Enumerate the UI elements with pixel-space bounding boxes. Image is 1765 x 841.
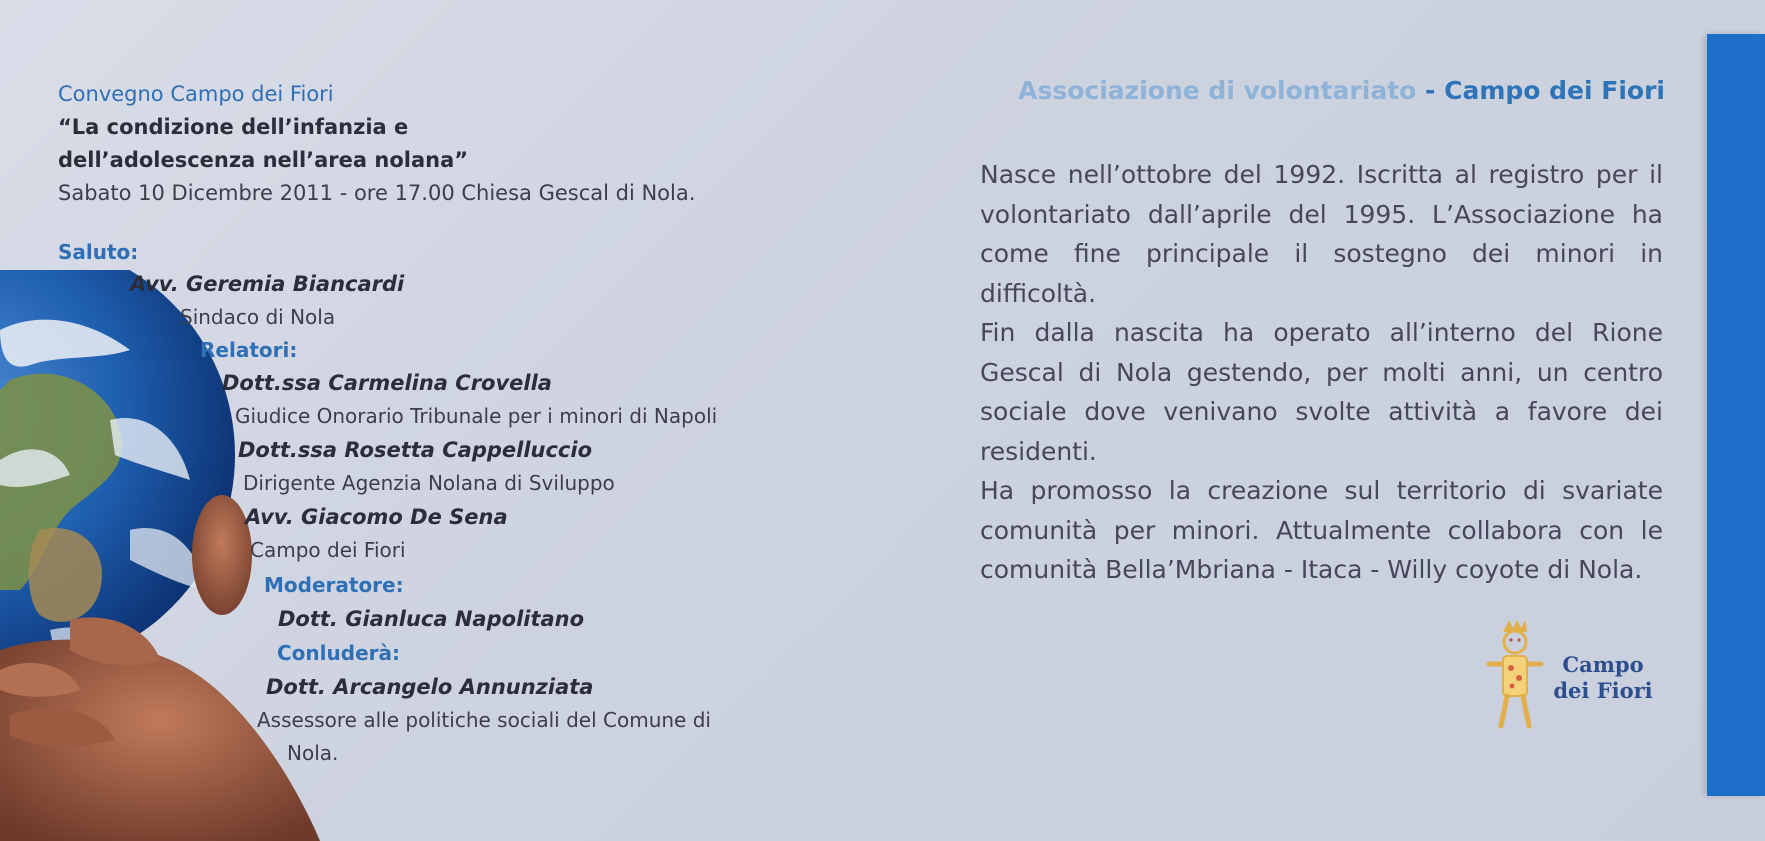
child-figure-icon — [1485, 618, 1545, 733]
description-paragraph: Nasce nell’ottobre del 1992. Iscritta al registro per il volontariato dall’aprile del 1995. L’Associazione ha come fine principale il sostegno dei minori in difficoltà. — [980, 160, 1663, 308]
thumb-shape — [192, 495, 252, 615]
logo-text-line2: dei Fiori — [1553, 678, 1653, 703]
relatore-name: Avv. Giacomo De Sena — [245, 505, 508, 529]
relatore-role: Dirigente Agenzia Nolana di Sviluppo — [243, 471, 615, 495]
association-title — [990, 76, 1665, 105]
logo-text-line1: Campo — [1562, 652, 1644, 677]
saluto-role: Sindaco di Nola — [180, 305, 336, 329]
event-title: Convegno Campo dei Fiori — [58, 82, 334, 106]
campo-dei-fiori-logo — [1485, 618, 1675, 733]
association-description — [980, 155, 1663, 590]
relatore-name: Dott.ssa Carmelina Crovella — [222, 371, 552, 395]
moderatore-name: Dott. Gianluca Napolitano — [278, 607, 585, 631]
moderatore-heading: Moderatore: — [264, 573, 404, 597]
saluto-heading: Saluto: — [58, 240, 139, 264]
relatore-name: Dott.ssa Rosetta Cappelluccio — [238, 438, 593, 462]
side-blue-bar — [1707, 34, 1765, 796]
description-paragraph: Fin dalla nascita ha operato all’interno del Rione Gescal di Nola gestendo, per molti anni, un centro sociale dove venivano svolte attività a favore dei residenti. — [980, 318, 1663, 466]
saluto-name: Avv. Geremia Biancardi — [130, 272, 405, 296]
relatori-heading: Relatori: — [200, 338, 298, 362]
event-date-line: Sabato 10 Dicembre 2011 - ore 17.00 Chiesa Gescal di Nola. — [58, 181, 696, 205]
relatore-role: Campo dei Fiori — [250, 538, 406, 562]
event-subtitle-line1: “La condizione dell’infanzia e — [58, 115, 409, 139]
concludera-name: Dott. Arcangelo Annunziata — [266, 675, 594, 699]
concludera-role-line2: Nola. — [287, 741, 339, 765]
description-paragraph: Ha promosso la creazione sul territorio di svariate comunità per minori. Attualmente collabora con le comunità Bella’Mbriana - Itaca - Willy coyote di Nola. — [980, 476, 1663, 584]
concludera-heading: Conluderà: — [277, 641, 400, 665]
relatore-role: Giudice Onorario Tribunale per i minori di Napoli — [235, 404, 718, 428]
concludera-role-line1: Assessore alle politiche sociali del Comune di — [257, 708, 711, 732]
event-subtitle-line2: dell’adolescenza nell’area nolana” — [58, 148, 469, 172]
association-title-part1: Associazione di volontariato — [1018, 76, 1417, 105]
association-title-part2: - Campo dei Fiori — [1416, 76, 1665, 105]
logo-text — [1543, 652, 1663, 704]
